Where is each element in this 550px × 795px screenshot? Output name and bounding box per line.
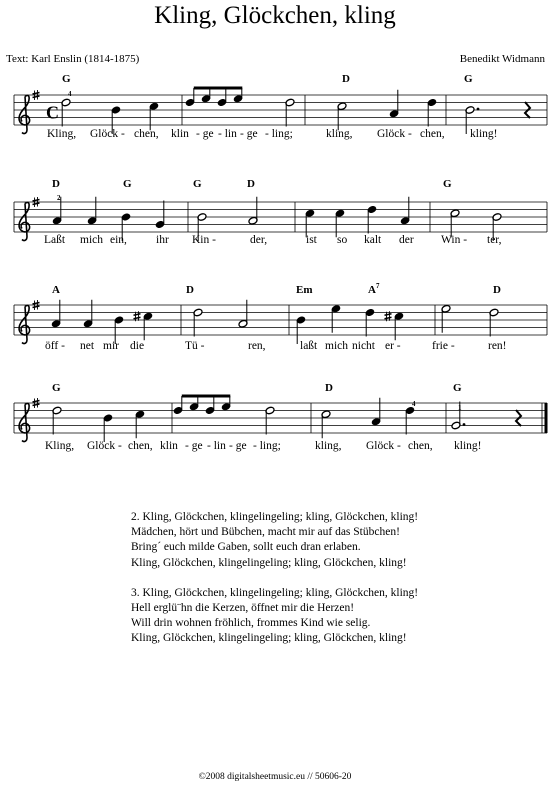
- note: [149, 102, 159, 130]
- lyric-syllable: frie -: [432, 340, 455, 352]
- chord-symbol: D: [186, 284, 194, 296]
- chord-symbol: G: [453, 382, 462, 394]
- copyright-footer: ©2008 digitalsheetmusic.eu // 50606-20: [198, 772, 352, 782]
- beam: [182, 395, 231, 398]
- lyric-syllable: Glöck -: [377, 128, 412, 140]
- chord-symbol: D: [52, 178, 60, 190]
- lyric-syllable: klin: [171, 128, 189, 140]
- note: [83, 300, 93, 328]
- dot: [463, 423, 466, 426]
- composer-credit: Benedikt Widmann: [459, 53, 545, 65]
- lyric-syllable: chen,: [408, 440, 433, 452]
- lyric-syllable: net: [80, 340, 95, 352]
- treble-clef-icon: [19, 305, 30, 343]
- chord-symbol: D: [493, 284, 501, 296]
- verse-2: [131, 510, 418, 571]
- lyric-syllable: mir: [103, 340, 119, 352]
- note: [331, 304, 341, 332]
- lyric-syllable: kling,: [315, 440, 342, 452]
- lyric-syllable: kling,: [326, 128, 353, 140]
- note: [265, 406, 275, 434]
- final-barline: [545, 403, 548, 433]
- lyric-syllable: chen,: [420, 128, 445, 140]
- note: [185, 88, 195, 107]
- additional-verses: [131, 510, 418, 662]
- note: [337, 102, 347, 130]
- lyric-syllable: Kling,: [45, 440, 75, 452]
- lyric-syllable: Kin -: [192, 234, 216, 246]
- fingering-number: 1: [458, 404, 462, 412]
- lyric-syllable: so: [337, 234, 348, 246]
- chord-symbol: D: [342, 73, 350, 85]
- lyric-syllable: kalt: [364, 234, 382, 246]
- note: [248, 197, 258, 225]
- chord-symbol: G: [62, 73, 71, 85]
- note: [233, 88, 243, 103]
- note: [450, 209, 460, 237]
- lyricist-credit: Text: Karl Enslin (1814-1875): [6, 53, 140, 65]
- chord-symbol: G: [123, 178, 132, 190]
- staff-system: [14, 382, 548, 452]
- note: [405, 406, 415, 434]
- lyric-syllable: chen,: [134, 128, 159, 140]
- lyric-syllable: Laßt: [44, 234, 66, 246]
- lyric-syllable: Glöck -: [87, 440, 122, 452]
- lyric-syllable: ihr: [156, 234, 169, 246]
- verse-line: Will drin wohnen fröhlich, frommes Kind wie selig.: [131, 617, 371, 630]
- staff-system: [14, 282, 547, 352]
- treble-clef-icon: [19, 95, 30, 133]
- lyric-syllable: Tü -: [185, 340, 205, 352]
- note: [173, 396, 183, 415]
- lyric-syllable: der,: [250, 234, 268, 246]
- note: [305, 209, 315, 237]
- lyric-syllable: - lin: [218, 128, 237, 140]
- note: [134, 311, 154, 340]
- lyric-syllable: - ling;: [253, 440, 281, 452]
- fingering-number: 4: [412, 400, 416, 408]
- lyric-syllable: Kling,: [47, 128, 77, 140]
- lyric-syllable: - ling;: [265, 128, 293, 140]
- lyric-syllable: ter,: [487, 234, 502, 246]
- note: [193, 308, 203, 336]
- verse-line: Kling, Glöckchen, klingelingeling; kling, Glöckchen, kling!: [131, 556, 407, 569]
- note: [441, 304, 451, 332]
- lyric-syllable: mich: [80, 234, 103, 246]
- note: [87, 197, 97, 225]
- chord-symbol: D: [325, 382, 333, 394]
- lyric-syllable: Glöck -: [90, 128, 125, 140]
- lyric-syllable: öff -: [45, 340, 65, 352]
- note: [155, 201, 165, 229]
- dot: [477, 108, 480, 111]
- lyric-syllable: er -: [385, 340, 401, 352]
- verse-line: 2. Kling, Glöckchen, klingelingeling; kling, Glöckchen, kling!: [131, 511, 419, 523]
- note: [321, 410, 331, 438]
- note: [103, 414, 113, 442]
- note: [51, 300, 61, 328]
- lyric-syllable: mich: [325, 340, 348, 352]
- note: [365, 308, 375, 336]
- verse-line: Hell erglü¨hn die Kerzen, öffnet mir die Herzen!: [131, 602, 355, 615]
- verse-line: Kling, Glöckchen, klingelingeling; kling, Glöckchen, kling!: [131, 632, 407, 645]
- chord-symbol: G: [193, 178, 202, 190]
- chord-symbol: G: [443, 178, 452, 190]
- note: [335, 209, 345, 237]
- note: [371, 398, 381, 426]
- chord-symbol: A: [52, 284, 60, 296]
- note: [201, 88, 211, 103]
- time-signature: C: [46, 102, 59, 123]
- chord-symbol: G: [52, 382, 61, 394]
- verse-line: Bring´ euch milde Gaben, sollt euch dran erlaben.: [131, 541, 361, 554]
- beam: [194, 87, 243, 90]
- lyric-syllable: ren!: [488, 340, 507, 352]
- verse-line: 3. Kling, Glöckchen, klingelingeling; kling, Glöckchen, kling!: [131, 586, 419, 599]
- note: [285, 98, 295, 126]
- note: [367, 205, 377, 233]
- lyric-syllable: ist: [306, 234, 317, 246]
- lyric-syllable: - ge: [240, 128, 258, 140]
- note: [385, 311, 405, 340]
- verse-3: [131, 586, 418, 647]
- lyric-syllable: ren,: [248, 340, 266, 352]
- chord-symbol: Em: [296, 284, 313, 296]
- lyric-syllable: ein,: [110, 234, 127, 246]
- chord-symbol: D: [247, 178, 255, 190]
- lyric-syllable: klin: [160, 440, 178, 452]
- note: [205, 396, 215, 415]
- note: [221, 396, 231, 411]
- lyric-syllable: Glöck -: [366, 440, 401, 452]
- staff-system: [14, 73, 547, 140]
- treble-clef-icon: [19, 202, 30, 240]
- verse-line: Mädchen, hört und Bübchen, macht mir auf das Stübchen!: [131, 526, 400, 539]
- lyric-syllable: die: [130, 340, 145, 352]
- staff-system: [14, 178, 547, 246]
- fingering-number: 4: [68, 90, 72, 98]
- treble-clef-icon: [19, 403, 30, 441]
- lyric-syllable: - lin: [207, 440, 226, 452]
- note: [189, 396, 199, 411]
- chord-symbol: G: [464, 73, 473, 85]
- lyric-syllable: laßt: [300, 340, 318, 352]
- lyric-syllable: - ge: [196, 128, 214, 140]
- note: [238, 300, 248, 328]
- lyric-syllable: nicht: [352, 340, 375, 352]
- lyric-syllable: kling!: [470, 128, 498, 140]
- note: [217, 88, 227, 107]
- note: [427, 98, 437, 126]
- chord-symbol: $A^7$: [368, 282, 380, 296]
- lyric-syllable: der: [399, 234, 414, 246]
- note: [400, 197, 410, 225]
- lyric-syllable: - ge: [229, 440, 247, 452]
- note: [61, 98, 71, 126]
- note: [489, 308, 499, 336]
- note: [52, 406, 62, 434]
- fingering-number: 2: [57, 194, 61, 202]
- lyric-syllable: - ge: [185, 440, 203, 452]
- lyric-syllable: kling!: [454, 440, 482, 452]
- note: [389, 90, 399, 118]
- lyric-syllable: Win -: [441, 234, 468, 246]
- lyric-syllable: chen,: [128, 440, 153, 452]
- note: [135, 410, 145, 438]
- page-title: Kling, Glöckchen, kling: [154, 2, 396, 29]
